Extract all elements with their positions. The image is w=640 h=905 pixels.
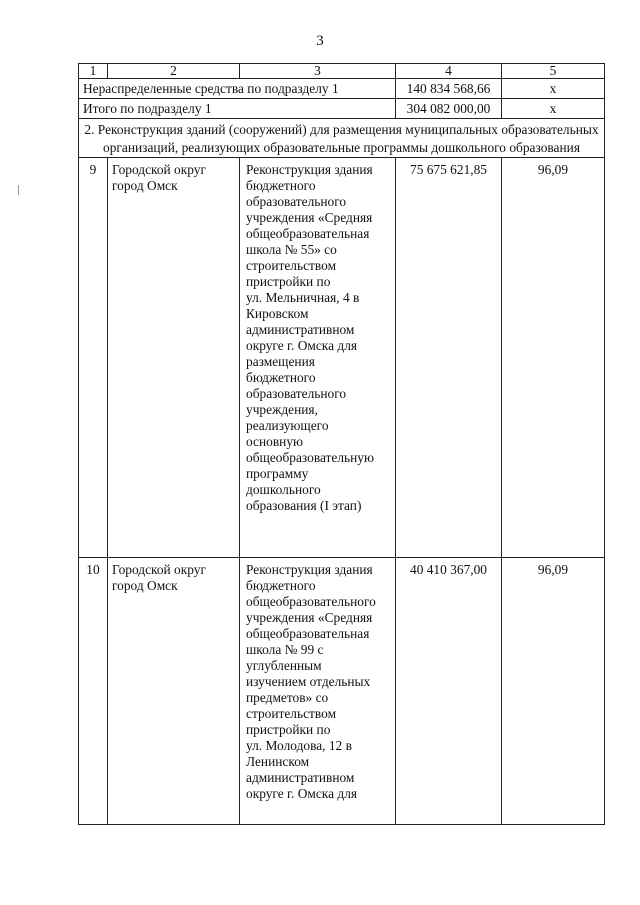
summary-row-total	[79, 99, 605, 119]
share-cell: 96,09	[502, 558, 605, 825]
section-row	[79, 119, 605, 158]
summary-share: х	[502, 99, 605, 119]
summary-amount: 140 834 568,66	[396, 79, 502, 99]
allocation-table	[78, 63, 605, 825]
header-cell: 4	[396, 64, 502, 79]
row-number: 9	[79, 158, 108, 558]
margin-mark	[18, 185, 19, 195]
municipality-cell: Городской округ город Омск	[108, 158, 240, 558]
table-header-row	[79, 64, 605, 79]
table-row	[79, 558, 605, 825]
municipality-cell: Городской округ город Омск	[108, 558, 240, 825]
page-number: 3	[316, 33, 324, 49]
description-cell: Реконструкция здания бюджетного образовательного учреждения «Средняя общеобразовательная школа № 55» со строительством пристройки по ул. Мельничная, 4 в Кировском административном округе г. Омска для размещения бюджетного образовательного учреждения, реализующего основную общеобразовательную программу дошкольного образования (I этап)	[240, 158, 396, 558]
summary-label: Итого по подразделу 1	[79, 99, 396, 119]
share-cell: 96,09	[502, 158, 605, 558]
header-cell: 3	[240, 64, 396, 79]
amount-cell: 75 675 621,85	[396, 158, 502, 558]
summary-row-unallocated	[79, 79, 605, 99]
summary-share: х	[502, 79, 605, 99]
amount-cell: 40 410 367,00	[396, 558, 502, 825]
section-title: 2. Реконструкция зданий (сооружений) для размещения муниципальных образовательных организаций, реализующих образовательные программы дошкольного образования	[79, 119, 605, 158]
header-cell: 5	[502, 64, 605, 79]
header-cell: 1	[79, 64, 108, 79]
summary-label: Нераспределенные средства по подразделу 1	[79, 79, 396, 99]
table-row	[79, 158, 605, 558]
header-cell: 2	[108, 64, 240, 79]
summary-amount: 304 082 000,00	[396, 99, 502, 119]
description-cell: Реконструкция здания бюджетного общеобразовательного учреждения «Средняя общеобразовательная школа № 99 с углубленным изучением отдельных предметов» со строительством пристройки по ул. Молодова, 12 в Ленинском административном округе г. Омска для	[240, 558, 396, 825]
row-number: 10	[79, 558, 108, 825]
